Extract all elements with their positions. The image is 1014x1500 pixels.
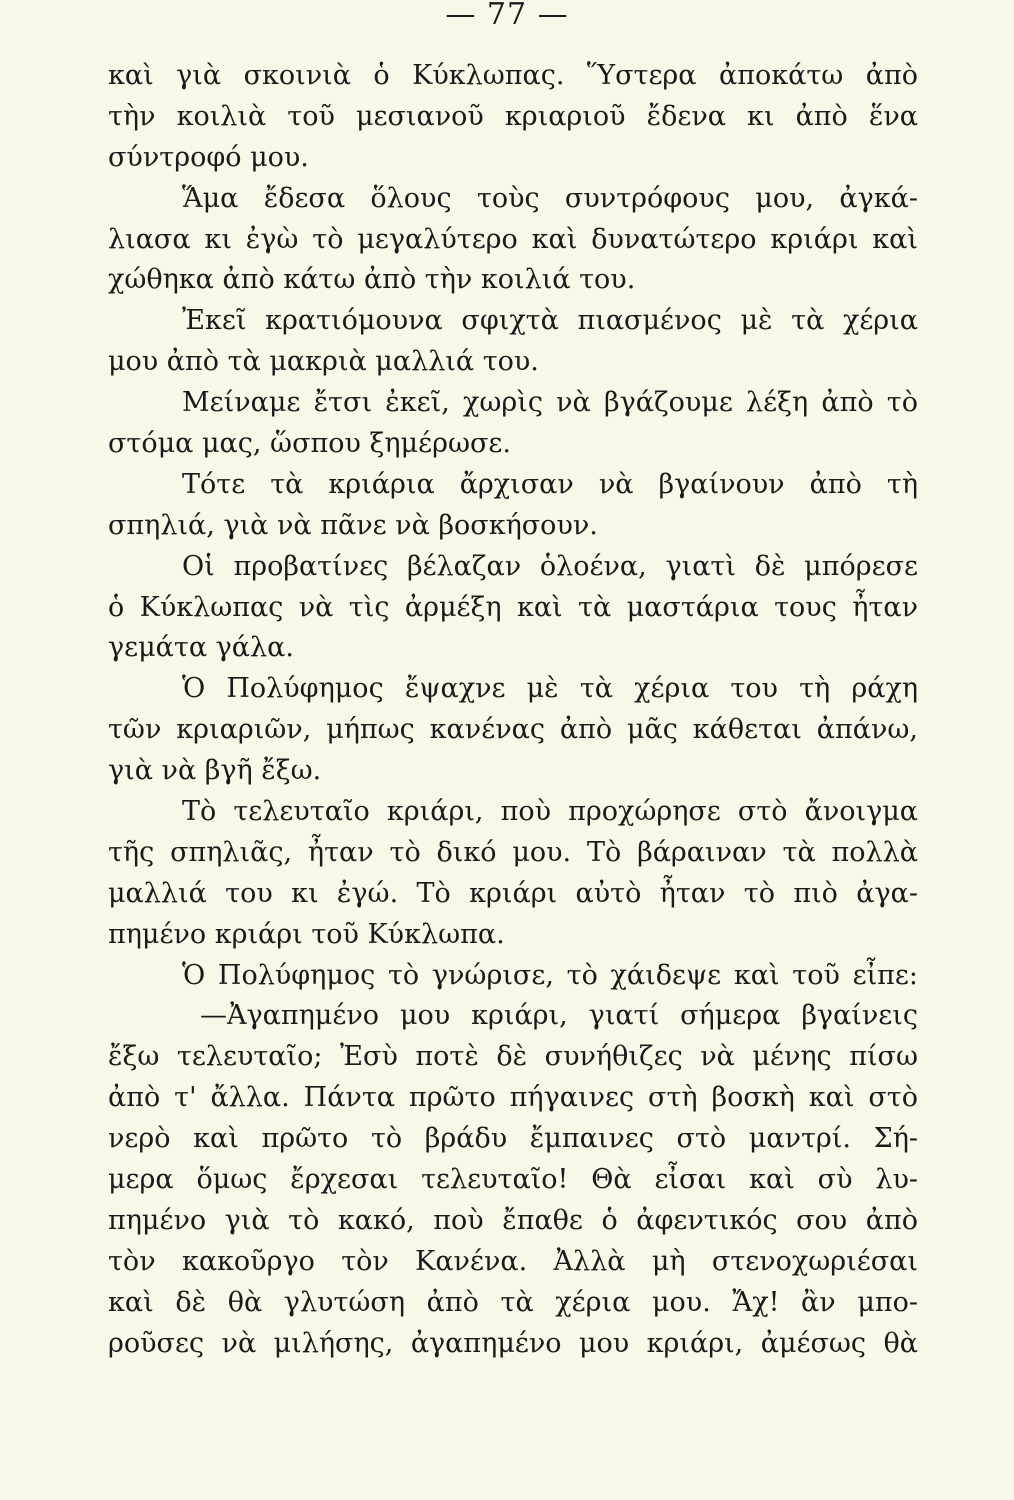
text-line: μαλλιά του κι ἐγώ. Τὸ κριάρι αὐτὸ ἦταν τὸ πιὸ ἀγα- (108, 877, 918, 909)
text-line: τῶν κριαριῶν, μήπως κανένας ἀπὸ μᾶς κάθεται ἀπάνω, (108, 714, 918, 746)
text-line: ὁ Κύκλωπας νὰ τὶς ἀρμέξη καὶ τὰ μαστάρια τους ἦταν (108, 591, 918, 623)
text-line: —Ἀγαπημένο μου κριάρι, γιατί σήμερα βγαίνεις (200, 1000, 918, 1032)
text-line: σπηλιά, γιὰ νὰ πᾶνε νὰ βοσκήσουν. (108, 509, 598, 541)
text-line: λιασα κι ἐγὼ τὸ μεγαλύτερο καὶ δυνατώτερο κριάρι καὶ (108, 223, 918, 255)
text-line: Ὁ Πολύφημος τὸ γνώρισε, τὸ χάιδεψε καὶ τοῦ εἶπε: (182, 959, 918, 991)
text-line: Τὸ τελευταῖο κριάρι, ποὺ προχώρησε στὸ ἄνοιγμα (182, 796, 918, 828)
text-line: καὶ δὲ θὰ γλυτώση ἀπὸ τὰ χέρια μου. Ἄχ! ἂν μπο- (108, 1286, 918, 1318)
text-line: χώθηκα ἀπὸ κάτω ἀπὸ τὴν κοιλιά του. (108, 264, 636, 296)
text-line: Τότε τὰ κριάρια ἄρχισαν νὰ βγαίνουν ἀπὸ τὴ (182, 468, 918, 500)
body-text (108, 56, 918, 1365)
text-line: τὸν κακοῦργο τὸν Κανένα. Ἀλλὰ μὴ στενοχωριέσαι (108, 1245, 918, 1277)
text-line: στόμα μας, ὥσπου ξημέρωσε. (108, 428, 511, 460)
text-line: καὶ γιὰ σκοινιὰ ὁ Κύκλωπας. Ὕστερα ἀποκάτω ἀπὸ (108, 60, 918, 91)
text-line: γιὰ νὰ βγῆ ἔξω. (108, 755, 322, 787)
text-line: νερὸ καὶ πρῶτο τὸ βράδυ ἔμπαινες στὸ μαντρί. Σή- (108, 1123, 918, 1155)
text-line: τῆς σπηλιᾶς, ἦταν τὸ δικό μου. Τὸ βάραιναν τὰ πολλὰ (108, 836, 918, 868)
text-line: Οἱ προβατίνες βέλαζαν ὁλοένα, γιατὶ δὲ μπόρεσε (182, 550, 918, 582)
text-line: πημένο γιὰ τὸ κακό, ποὺ ἔπαθε ὁ ἀφεντικός σου ἀπὸ (108, 1204, 918, 1236)
text-line: Ὁ Πολύφημος ἔψαχνε μὲ τὰ χέρια του τὴ ράχη (182, 673, 918, 705)
text-line: μου ἀπὸ τὰ μακριὰ μαλλιά του. (108, 346, 539, 378)
text-line: πημένο κριάρι τοῦ Κύκλωπα. (108, 918, 505, 950)
text-line: σύντροφό μου. (108, 141, 309, 173)
text-line: Μείναμε ἔτσι ἐκεῖ, χωρὶς νὰ βγάζουμε λέξη ἀπὸ τὸ (182, 387, 918, 419)
text-line: ἔξω τελευταῖο; Ἐσὺ ποτὲ δὲ συνήθιζες νὰ μένης πίσω (108, 1041, 918, 1073)
text-line: τὴν κοιλιὰ τοῦ μεσιανοῦ κριαριοῦ ἔδενα κι ἀπὸ ἕνα (108, 100, 918, 132)
text-line: Ἐκεῖ κρατιόμουνα σφιχτὰ πιασμένος μὲ τὰ χέρια (182, 305, 918, 337)
page-number: — 77 — (445, 0, 569, 32)
text-line: ἀπὸ τ' ἄλλα. Πάντα πρῶτο πήγαινες στὴ βοσκὴ καὶ στὸ (108, 1082, 918, 1114)
text-line: Ἅμα ἔδεσα ὅλους τοὺς συντρόφους μου, ἀγκά- (182, 182, 918, 214)
text-line: γεμάτα γάλα. (108, 632, 294, 664)
text-line: ροῦσες νὰ μιλήσης, ἀγαπημένο μου κριάρι, ἀμέσως θὰ (108, 1327, 918, 1359)
text-line: μερα ὅμως ἔρχεσαι τελευταῖο! Θὰ εἶσαι καὶ σὺ λυ- (108, 1164, 918, 1196)
